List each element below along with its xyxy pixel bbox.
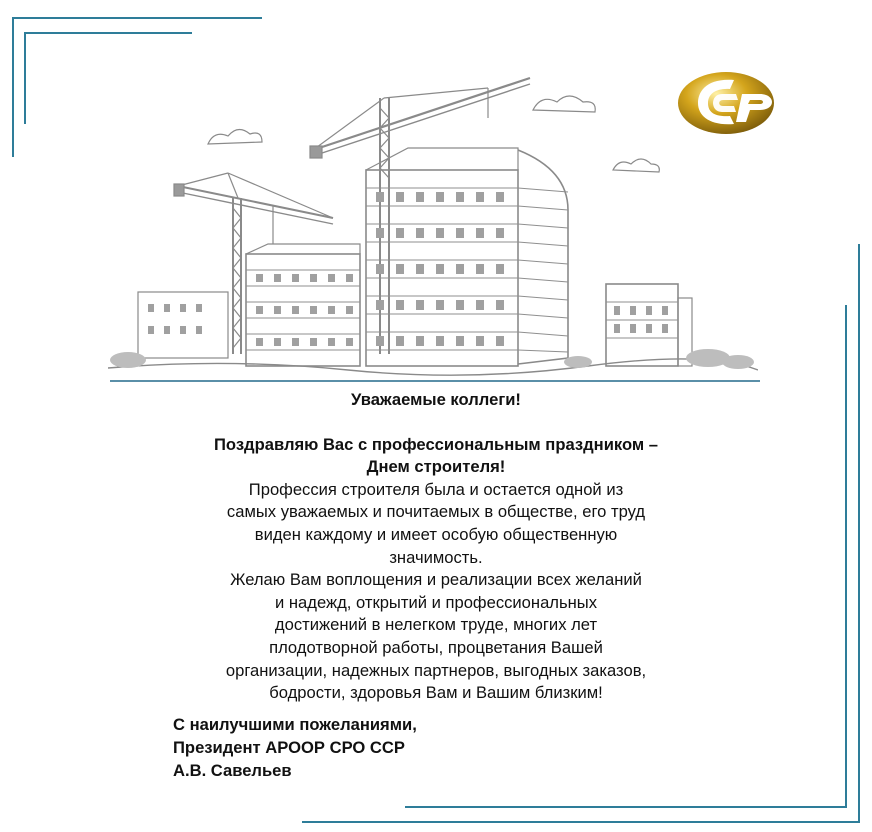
signature-title: Президент АРООР СРО ССР xyxy=(173,738,405,757)
paragraph-line: достижений в нелегком труде, многих лет xyxy=(274,615,598,635)
paragraph-line: виден каждому и имеет особую общественную xyxy=(254,524,618,544)
congrats-line-1: Поздравляю Вас с профессиональным праздником – xyxy=(213,434,659,454)
frame-line-left-outer xyxy=(12,17,14,157)
paragraph-line: самых уважаемых и почитаемых в обществе, его труд xyxy=(226,502,646,522)
frame-line-right-outer xyxy=(858,244,860,822)
paragraph-line: значимость. xyxy=(389,547,483,567)
signature-name: А.В. Савельев xyxy=(173,761,292,780)
construction-sketch-illustration xyxy=(108,58,758,380)
paragraph-line: плодотворной работы, процветания Вашей xyxy=(269,637,603,657)
frame-line-top-outer xyxy=(12,17,262,19)
paragraph-line: бодрости, здоровья Вам и Вашим близким! xyxy=(269,683,603,703)
frame-line-bottom-outer xyxy=(302,821,860,823)
paragraph-line: Желаю Вам воплощения и реализации всех желаний xyxy=(230,570,642,590)
paragraph-line: организации, надежных партнеров, выгодных заказов, xyxy=(225,660,647,680)
frame-line-right-inner xyxy=(845,305,847,807)
greeting: Уважаемые коллеги! xyxy=(351,390,521,409)
paragraph-line: Профессия строителя была и остается одной из xyxy=(248,479,624,499)
signature-block xyxy=(173,713,417,782)
paragraph-line: и надежд, открытий и профессиональных xyxy=(274,592,598,612)
separator-line xyxy=(110,380,760,382)
ssr-logo-icon xyxy=(676,70,788,136)
signature-closing: С наилучшими пожеланиями, xyxy=(173,715,417,734)
frame-line-left-inner xyxy=(24,32,26,124)
congrats-line-2: Днем строителя! xyxy=(366,457,506,477)
frame-line-bottom-inner xyxy=(405,806,847,808)
frame-line-top-inner xyxy=(24,32,192,34)
letter-body xyxy=(110,389,762,705)
